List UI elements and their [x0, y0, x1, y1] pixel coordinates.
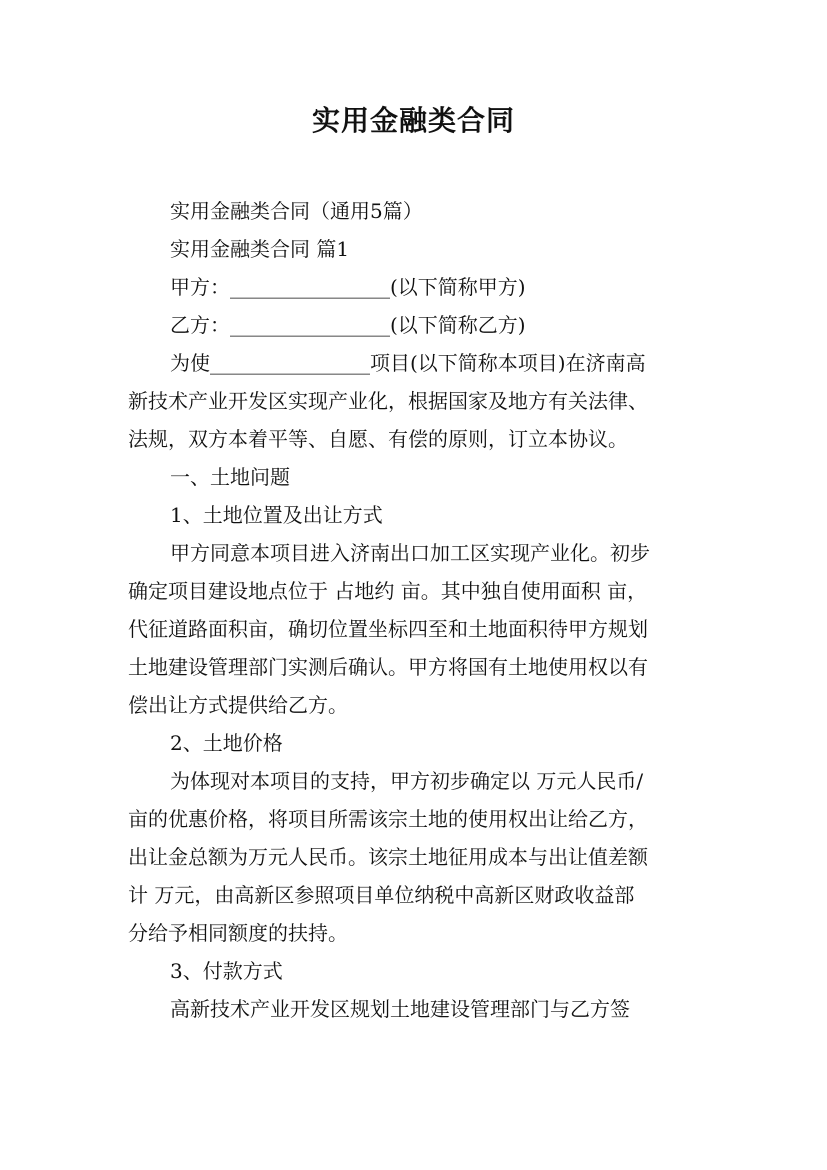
- text-line: 土地建设管理部门实测后确认。甲方将国有土地使用权以有: [128, 655, 648, 679]
- text-line: 甲方同意本项目进入济南出口加工区实现产业化。初步: [170, 541, 650, 565]
- text-line: 为使________________项目(以下简称本项目)在济南高: [170, 351, 646, 375]
- text-line: 3、付款方式: [170, 959, 283, 983]
- document-title: 实用金融类合同: [311, 104, 515, 137]
- text-line: 法规，双方本着平等、自愿、有偿的原则，订立本协议。: [128, 427, 628, 451]
- text-line: 实用金融类合同（通用5篇）: [170, 199, 423, 223]
- text-line: 代征道路面积亩，确切位置坐标四至和土地面积待甲方规划: [128, 617, 648, 641]
- text-line: 为体现对本项目的支持，甲方初步确定以 万元人民币/: [170, 769, 644, 793]
- text-line: 偿出让方式提供给乙方。: [128, 693, 348, 717]
- document-body: [128, 192, 714, 1028]
- text-line: 一、土地问题: [170, 465, 290, 489]
- text-line: 分给予相同额度的扶持。: [128, 921, 348, 945]
- text-line: 确定项目建设地点位于 占地约 亩。其中独自使用面积 亩，: [128, 579, 648, 603]
- text-line: 甲方：________________(以下简称甲方): [170, 275, 526, 299]
- text-line: 1、土地位置及出让方式: [170, 503, 383, 527]
- text-line: 高新技术产业开发区规划土地建设管理部门与乙方签: [170, 997, 630, 1021]
- text-line: 亩的优惠价格，将项目所需该宗土地的使用权出让给乙方，: [128, 807, 648, 831]
- text-line: 计 万元，由高新区参照项目单位纳税中高新区财政收益部: [128, 883, 635, 907]
- text-line: 出让金总额为万元人民币。该宗土地征用成本与出让值差额: [128, 845, 648, 869]
- text-line: 乙方：________________(以下简称乙方): [170, 313, 526, 337]
- text-line: 新技术产业开发区实现产业化，根据国家及地方有关法律、: [128, 389, 648, 413]
- text-line: 实用金融类合同 篇1: [170, 237, 350, 261]
- text-line: 2、土地价格: [170, 731, 283, 755]
